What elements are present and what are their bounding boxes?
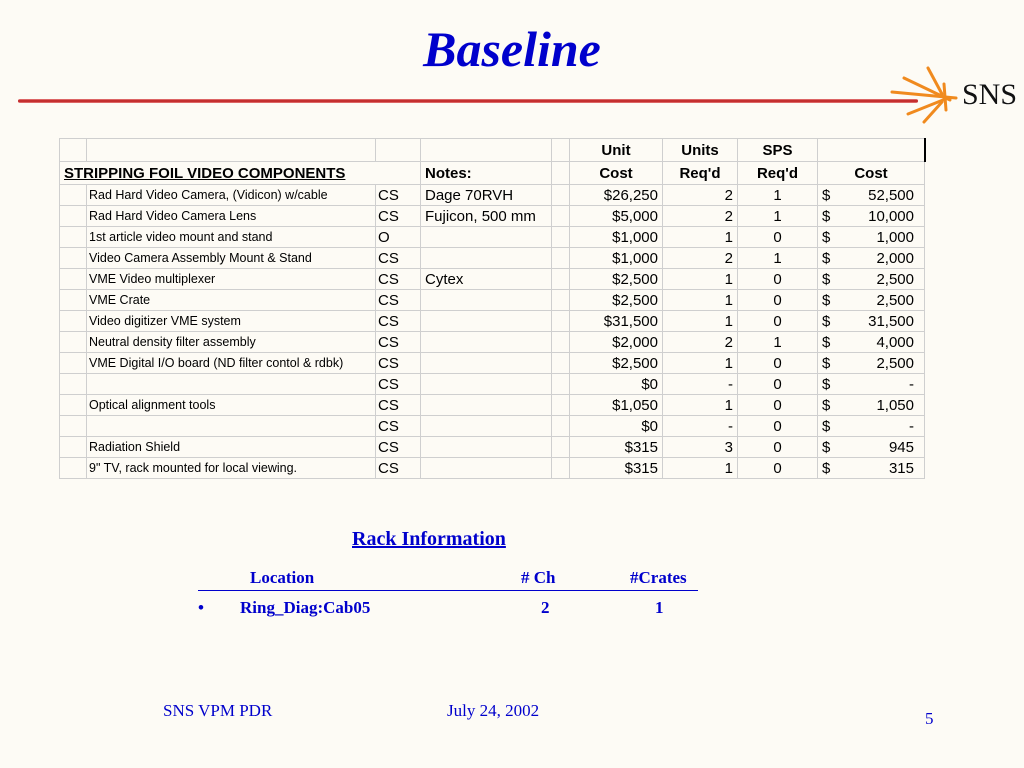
item-code: CS [376,374,421,395]
total-cost-value: 1,000 [876,228,914,246]
total-cost [818,437,925,458]
sps-reqd: 0 [738,353,818,374]
header-units: Units [663,139,738,162]
unit-cost: $2,500 [570,269,663,290]
row-spacer [552,353,570,374]
total-cost [818,290,925,311]
currency-symbol: $ [822,270,831,288]
item-code: CS [376,395,421,416]
footer-date: July 24, 2002 [447,701,540,720]
units-reqd: - [663,416,738,437]
total-cost-value: 1,050 [876,396,914,414]
total-cost-wrap [822,460,920,477]
total-cost-value: - [909,375,914,393]
row-spacer [552,395,570,416]
item-note [421,353,552,374]
table-row [60,332,925,353]
total-cost-value: 2,500 [876,354,914,372]
total-cost-wrap [822,229,920,246]
total-cost-wrap [822,355,920,372]
total-cost [818,269,925,290]
total-cost [818,458,925,479]
sps-reqd: 0 [738,269,818,290]
total-cost [818,311,925,332]
components-table [59,138,926,479]
currency-symbol: $ [822,312,831,330]
sps-reqd: 0 [738,395,818,416]
header-total-cost: Cost [818,162,925,185]
table-row [60,206,925,227]
item-note [421,290,552,311]
units-reqd: 1 [663,395,738,416]
units-reqd: - [663,374,738,395]
item-note: Fujicon, 500 mm [421,206,552,227]
currency-symbol: $ [822,396,831,414]
item-name: Radiation Shield [87,437,376,458]
unit-cost: $1,050 [570,395,663,416]
item-note: Dage 70RVH [421,185,552,206]
table-row [60,290,925,311]
item-code: CS [376,332,421,353]
item-note [421,248,552,269]
row-spacer [60,416,87,437]
item-code: CS [376,353,421,374]
table-row [60,269,925,290]
table-row [60,185,925,206]
header-row-2 [60,162,925,185]
row-spacer [60,437,87,458]
sns-logo [884,64,1020,126]
item-code: CS [376,437,421,458]
total-cost-wrap [822,250,920,267]
unit-cost: $2,000 [570,332,663,353]
sps-reqd: 0 [738,290,818,311]
row-spacer [552,458,570,479]
item-code: O [376,227,421,248]
row-spacer [60,227,87,248]
units-reqd: 2 [663,185,738,206]
sps-reqd: 1 [738,332,818,353]
sps-reqd: 0 [738,311,818,332]
unit-cost: $2,500 [570,290,663,311]
row-spacer [60,395,87,416]
item-note [421,437,552,458]
total-cost-value: 2,000 [876,249,914,267]
table-row [60,311,925,332]
units-reqd: 1 [663,269,738,290]
row-spacer [552,374,570,395]
row-spacer [60,311,87,332]
unit-cost: $26,250 [570,185,663,206]
row-spacer [60,248,87,269]
total-cost-value: 4,000 [876,333,914,351]
total-cost-value: 2,500 [876,291,914,309]
item-code: CS [376,311,421,332]
currency-symbol: $ [822,186,831,204]
item-code: CS [376,458,421,479]
rack-info-row [198,598,698,620]
section-heading: STRIPPING FOIL VIDEO COMPONENTS [60,162,421,185]
item-note [421,227,552,248]
row-spacer [60,290,87,311]
table-row [60,353,925,374]
item-name [87,416,376,437]
header-sps-reqd: Req'd [738,162,818,185]
item-code: CS [376,290,421,311]
item-note: Cytex [421,269,552,290]
total-cost-wrap [822,313,920,330]
header-cost: Cost [570,162,663,185]
currency-symbol: $ [822,249,831,267]
units-reqd: 1 [663,227,738,248]
rack-header-location: Location [250,568,315,587]
row-spacer [60,206,87,227]
header-sps: SPS [738,139,818,162]
rack-crates: 1 [655,598,664,617]
rack-info-title: Rack Information [352,528,506,550]
units-reqd: 2 [663,248,738,269]
item-name [87,374,376,395]
row-spacer [552,416,570,437]
sps-reqd: 0 [738,416,818,437]
currency-symbol: $ [822,228,831,246]
currency-symbol: $ [822,291,831,309]
item-name: Neutral density filter assembly [87,332,376,353]
row-spacer [60,185,87,206]
item-note [421,458,552,479]
unit-cost: $1,000 [570,248,663,269]
units-reqd: 3 [663,437,738,458]
currency-symbol: $ [822,417,831,435]
total-cost [818,332,925,353]
footer-left: SNS VPM PDR [163,701,273,720]
sns-logo-burst-icon [892,68,956,122]
total-cost [818,416,925,437]
row-spacer [60,374,87,395]
unit-cost: $31,500 [570,311,663,332]
currency-symbol: $ [822,333,831,351]
sps-reqd: 1 [738,185,818,206]
units-reqd: 1 [663,290,738,311]
total-cost-value: 10,000 [868,207,914,225]
total-cost-value: 945 [888,438,914,456]
total-cost [818,206,925,227]
table-row [60,416,925,437]
total-cost [818,227,925,248]
item-name: Video digitizer VME system [87,311,376,332]
total-cost-value: 315 [888,459,914,477]
unit-cost: $315 [570,437,663,458]
item-note [421,395,552,416]
total-cost-value: 31,500 [868,312,914,330]
table-row [60,248,925,269]
rack-info-header [198,568,698,591]
row-spacer [552,332,570,353]
item-name: Rad Hard Video Camera, (Vidicon) w/cable [87,185,376,206]
row-spacer [60,269,87,290]
item-name: Optical alignment tools [87,395,376,416]
row-spacer [552,248,570,269]
slide-title: Baseline [423,21,601,77]
page-number: 5 [925,709,934,728]
total-cost-wrap [822,418,920,435]
table-row [60,395,925,416]
item-name: VME Digital I/O board (ND filter contol & rdbk) [87,353,376,374]
sps-reqd: 0 [738,437,818,458]
row-spacer [552,227,570,248]
header-units-reqd: Req'd [663,162,738,185]
bullet: • [198,598,204,617]
row-spacer [552,437,570,458]
total-cost-value: 2,500 [876,270,914,288]
total-cost-value: - [909,417,914,435]
sps-reqd: 0 [738,227,818,248]
item-name: Rad Hard Video Camera Lens [87,206,376,227]
table-row [60,458,925,479]
currency-symbol: $ [822,207,831,225]
currency-symbol: $ [822,375,831,393]
currency-symbol: $ [822,459,831,477]
total-cost-wrap [822,439,920,456]
total-cost-wrap [822,292,920,309]
currency-symbol: $ [822,438,831,456]
total-cost-wrap [822,376,920,393]
item-name: VME Crate [87,290,376,311]
rack-header-channels: # Ch [521,568,556,587]
units-reqd: 1 [663,311,738,332]
unit-cost: $1,000 [570,227,663,248]
currency-symbol: $ [822,354,831,372]
row-spacer [60,332,87,353]
item-code: CS [376,206,421,227]
row-spacer [552,185,570,206]
units-reqd: 1 [663,458,738,479]
sps-reqd: 1 [738,248,818,269]
title-underline-rule [18,99,918,103]
rack-location: Ring_Diag:Cab05 [240,598,371,617]
unit-cost: $0 [570,416,663,437]
row-spacer [60,353,87,374]
item-name: VME Video multiplexer [87,269,376,290]
unit-cost: $0 [570,374,663,395]
header-unit: Unit [570,139,663,162]
total-cost [818,374,925,395]
table-row [60,374,925,395]
sps-reqd: 1 [738,206,818,227]
item-name: Video Camera Assembly Mount & Stand [87,248,376,269]
total-cost-wrap [822,271,920,288]
item-note [421,374,552,395]
table-row [60,227,925,248]
item-code: CS [376,269,421,290]
total-cost-wrap [822,334,920,351]
table-row [60,437,925,458]
item-name: 9" TV, rack mounted for local viewing. [87,458,376,479]
row-spacer [60,458,87,479]
row-spacer [552,269,570,290]
total-cost [818,248,925,269]
total-cost [818,395,925,416]
unit-cost: $315 [570,458,663,479]
rack-channels: 2 [541,598,550,617]
total-cost-value: 52,500 [868,186,914,204]
components-table-body [60,139,925,479]
unit-cost: $5,000 [570,206,663,227]
item-note [421,416,552,437]
item-name: 1st article video mount and stand [87,227,376,248]
total-cost-wrap [822,208,920,225]
row-spacer [552,206,570,227]
row-spacer [552,311,570,332]
sps-reqd: 0 [738,458,818,479]
total-cost-wrap [822,397,920,414]
rack-header-crates: #Crates [630,568,687,587]
item-note [421,332,552,353]
row-spacer [552,290,570,311]
unit-cost: $2,500 [570,353,663,374]
item-note [421,311,552,332]
header-row-1 [60,139,925,162]
header-notes: Notes: [421,162,552,185]
total-cost [818,353,925,374]
item-code: CS [376,185,421,206]
units-reqd: 1 [663,353,738,374]
item-code: CS [376,248,421,269]
item-code: CS [376,416,421,437]
total-cost-wrap [822,187,920,204]
sps-reqd: 0 [738,374,818,395]
units-reqd: 2 [663,206,738,227]
sns-logo-text: SNS [962,78,1018,111]
total-cost [818,185,925,206]
units-reqd: 2 [663,332,738,353]
